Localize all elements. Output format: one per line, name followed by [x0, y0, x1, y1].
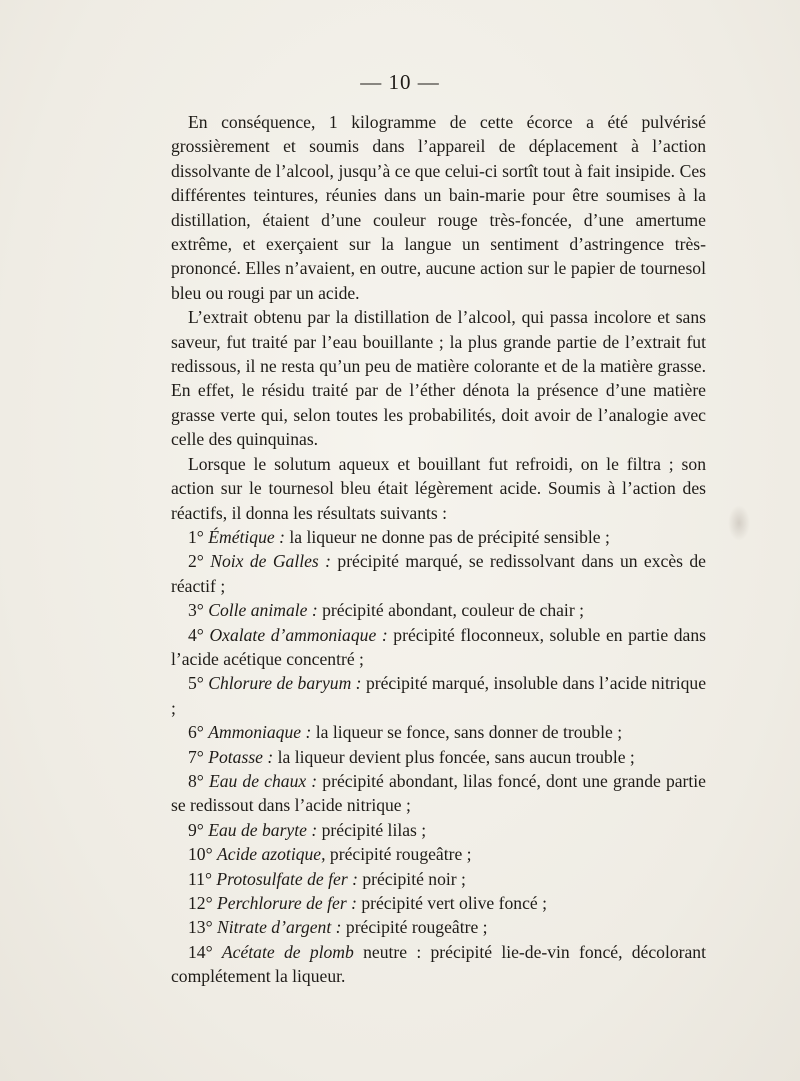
- reaction-item: [171, 525, 706, 549]
- reaction-item: [171, 745, 706, 769]
- reaction-item: [171, 769, 706, 818]
- reagent-name: Acétate de plomb: [221, 941, 354, 962]
- reagent-name: Chlorure de baryum :: [208, 673, 362, 694]
- reaction-result: précipité lilas ;: [321, 819, 427, 840]
- reaction-item: [171, 549, 706, 598]
- reagent-name: Oxalate d’ammoniaque :: [209, 624, 388, 645]
- reagent-name: Colle animale :: [208, 600, 318, 621]
- reaction-result: la liqueur ne donne pas de précipité sensible ;: [289, 526, 610, 547]
- reaction-result: précipité vert olive foncé ;: [361, 893, 547, 913]
- reaction-item: [171, 915, 706, 939]
- reaction-item: [171, 842, 706, 866]
- page-number: — 10 —: [360, 70, 440, 94]
- reaction-item: [171, 598, 706, 622]
- reaction-result: précipité rougeâtre ;: [345, 917, 488, 938]
- reaction-item: [171, 671, 706, 720]
- item-number: 2°: [188, 551, 204, 572]
- reaction-item: [171, 623, 706, 672]
- item-number: 13°: [188, 917, 213, 938]
- item-number: 8°: [188, 770, 204, 791]
- reagent-name: Eau de baryte :: [208, 819, 318, 840]
- reaction-item: [171, 818, 706, 842]
- item-number: 5°: [188, 673, 204, 694]
- paragraph: Lorsque le solutum aqueux et bouillant fut refroidi, on le filtra ; son action sur le tournesol bleu était légèrement acide. Soumis à l’action des réactifs, il donna les résultats suivants :: [171, 453, 706, 523]
- item-number: 7°: [188, 746, 204, 767]
- reaction-result: la liqueur devient plus foncée, sans aucun trouble ;: [277, 746, 635, 767]
- item-number: 10°: [188, 844, 213, 865]
- item-number: 12°: [188, 893, 213, 913]
- reaction-result: précipité abondant, couleur de chair ;: [322, 600, 584, 621]
- reaction-item: [171, 867, 706, 891]
- reaction-result: précipité noir ;: [362, 868, 466, 889]
- reaction-item: [171, 720, 706, 744]
- reaction-result: précipité floconneux, soluble en partie dans l’acide acétique concentré ;: [171, 624, 707, 669]
- item-number: 4°: [188, 624, 204, 645]
- reaction-result: précipité rougeâtre ;: [329, 844, 472, 865]
- reagent-name: Perchlorure de fer :: [217, 893, 357, 913]
- item-number: 6°: [188, 722, 204, 743]
- reaction-result: la liqueur se fonce, sans donner de trouble ;: [315, 722, 623, 743]
- item-number: 11°: [188, 868, 212, 889]
- paper-stain: [728, 505, 750, 541]
- item-number: 14°: [188, 941, 213, 962]
- reaction-result: précipité marqué, se redissolvant dans un excès de réactif ;: [171, 551, 706, 596]
- reaction-result: précipité abondant, lilas foncé, dont une grande partie se redissout dans l’acide nitrique ;: [171, 770, 706, 816]
- reaction-item: [171, 940, 706, 989]
- reagent-name: Protosulfate de fer :: [216, 868, 358, 889]
- page-body: [171, 110, 706, 989]
- reaction-result: précipité marqué, insoluble dans l’acide nitrique ;: [171, 673, 706, 718]
- reagent-name: Acide azotique,: [217, 844, 326, 865]
- reagent-name: Potasse :: [208, 746, 274, 767]
- reagent-name: Eau de chaux :: [208, 770, 318, 791]
- reaction-item: [171, 891, 706, 915]
- item-number: 9°: [188, 819, 204, 840]
- reagent-name: Émétique :: [208, 526, 285, 547]
- reagent-name: Nitrate d’argent :: [217, 917, 342, 938]
- paragraph: L’extrait obtenu par la distillation de l’alcool, qui passa incolore et sans saveur, fut traité par l’eau bouillante ; la plus grande partie de l’extrait fut redissous, il ne resta qu’un peu de matière colorante et de la matière grasse. En effet, le résidu traité par de l’éther dénota la présence d’une matière grasse verte qui, selon toutes les probabilités, doit avoir de l’analogie avec celle des quinquinas.: [171, 307, 706, 450]
- paragraph: En conséquence, 1 kilogramme de cette écorce a été pulvérisé grossièrement et soumis dans l’appareil de déplacement à l’action dissolvante de l’alcool, jusqu’à ce que celui-ci sortît tout à fait insipide. Ces différentes teintures, réunies dans un bain-marie pour être soumises à la distillation, étaient d’une couleur rouge très-foncée, d’une amertume extrême, et exerçaient sur la langue un sentiment d’astringence très-prononcé. Elles n’avaient, en outre, aucune action sur le papier de tournesol bleu ou rougi par un acide.: [171, 112, 706, 303]
- item-number: 3°: [188, 600, 204, 621]
- reaction-result: neutre : précipité lie-de-vin foncé, décolorant complétement la liqueur.: [171, 941, 706, 987]
- reagent-name: Ammoniaque :: [208, 722, 312, 743]
- item-number: 1°: [188, 526, 204, 547]
- reagent-name: Noix de Galles :: [210, 551, 332, 572]
